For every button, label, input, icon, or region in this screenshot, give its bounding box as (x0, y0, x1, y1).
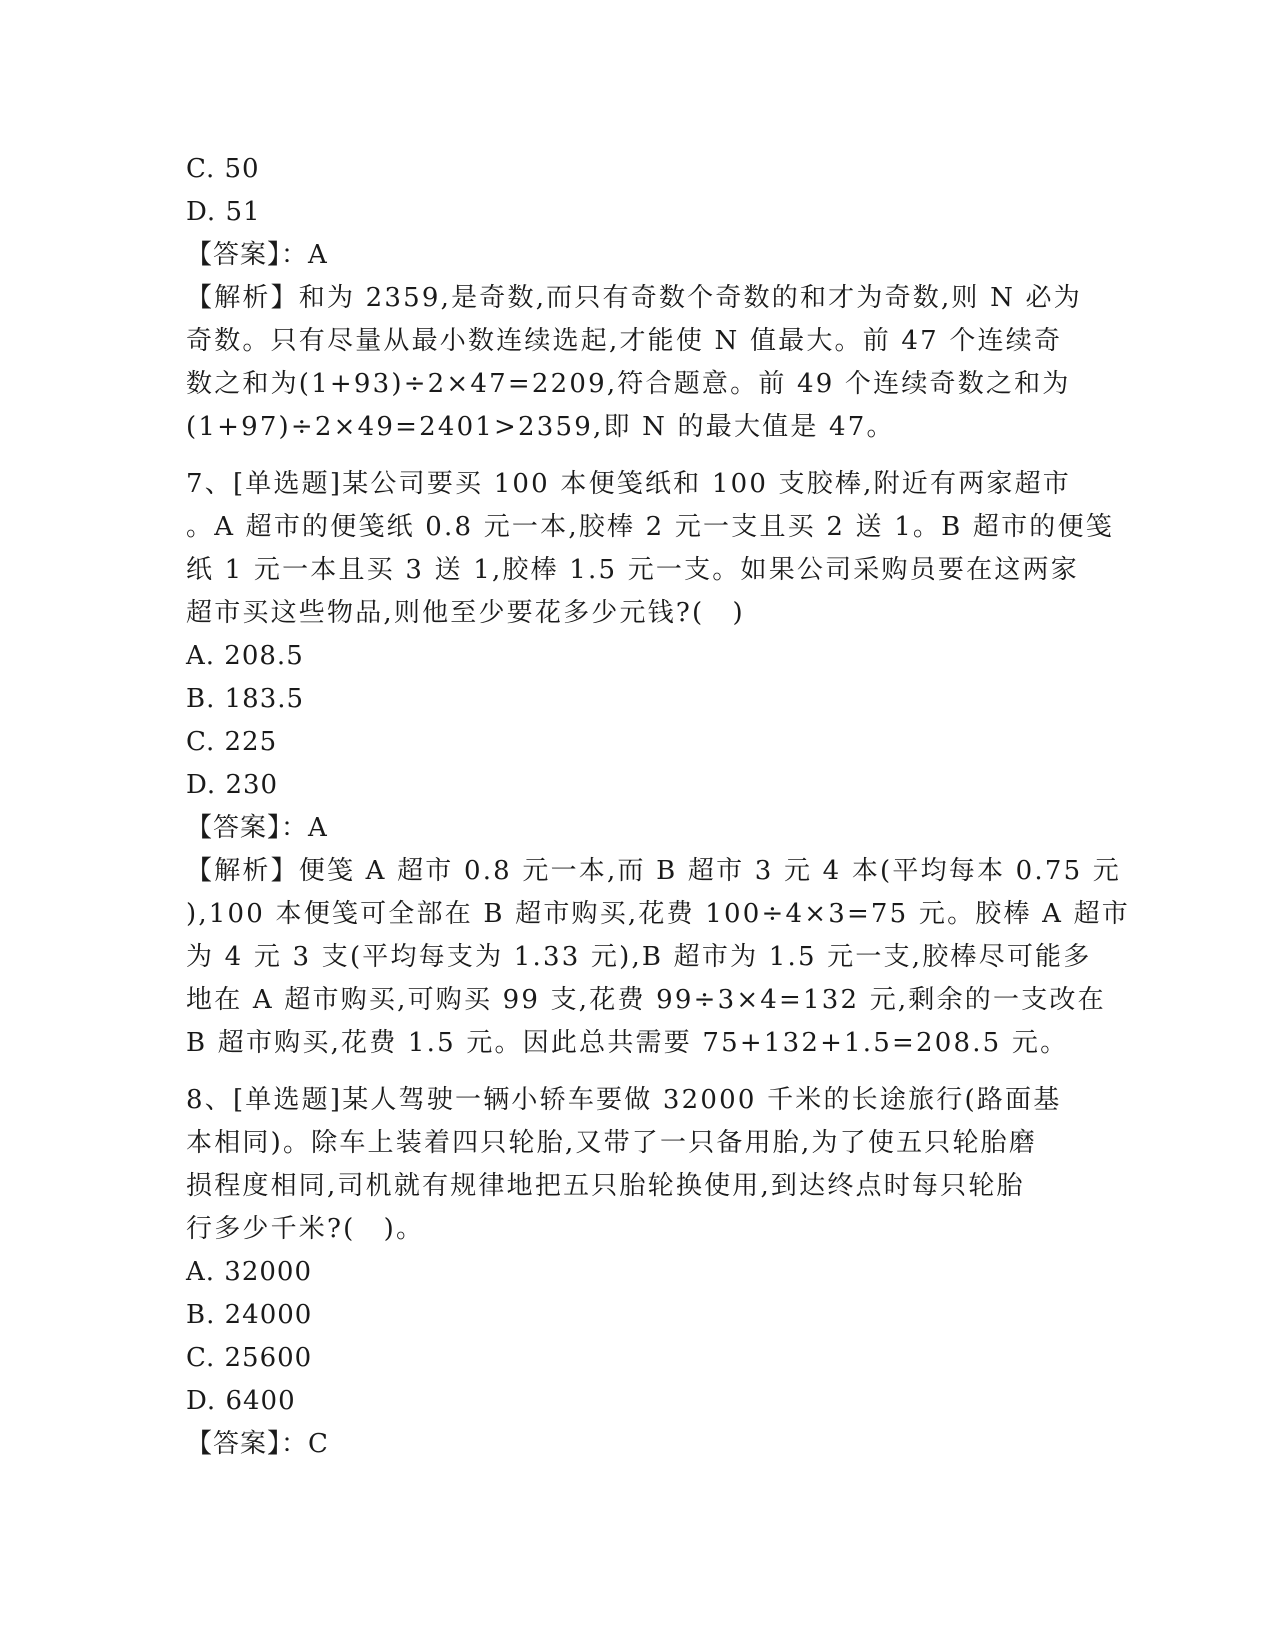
analysis-line: 数之和为(1+93)÷2×47=2209,符合题意。前 49 个连续奇数之和为 (186, 369, 1071, 399)
question-text (186, 1079, 1086, 1251)
analysis (186, 850, 1130, 1065)
analysis (186, 277, 1086, 449)
answer: 【答案】：A (186, 813, 328, 843)
option-c: C. 25600 (186, 1343, 313, 1373)
option-d: D. 230 (186, 770, 279, 800)
option-d: D. 51 (186, 197, 261, 227)
analysis-line: 【解析】便笺 A 超市 0.8 元一本,而 B 超市 3 元 4 本(平均每本 0.75 元 (186, 856, 1121, 886)
question-line: 。A 超市的便笺纸 0.8 元一本,胶棒 2 元一支且买 2 送 1。B 超市的便笺 (186, 512, 1114, 542)
option-a: A. 32000 (186, 1257, 313, 1287)
question-7 (186, 463, 1130, 1065)
analysis-line: B 超市购买,花费 1.5 元。因此总共需要 75+132+1.5=208.5 元。 (186, 1028, 1069, 1058)
analysis-line: (1+97)÷2×49=2401>2359,即 N 的最大值是 47。 (186, 412, 895, 442)
answer: 【答案】：A (186, 240, 328, 270)
question-line: 行多少千米?( )。 (186, 1214, 425, 1244)
analysis-line: 为 4 元 3 支(平均每支为 1.33 元),B 超市为 1.5 元一支,胶棒尽可能多 (186, 942, 1092, 972)
option-b: B. 183.5 (186, 684, 305, 714)
question-line: 8、[单选题]某人驾驶一辆小轿车要做 32000 千米的长途旅行(路面基 (186, 1085, 1062, 1115)
question-8 (186, 1079, 1086, 1466)
question-text (186, 463, 1114, 635)
option-d: D. 6400 (186, 1386, 296, 1416)
question-line: 本相同)。除车上装着四只轮胎,又带了一只备用胎,为了使五只轮胎磨 (186, 1128, 1038, 1158)
question-6 (186, 148, 1086, 449)
analysis-line: ),100 本便笺可全部在 B 超市购买,花费 100÷4×3=75 元。胶棒 A 超市 (186, 899, 1130, 929)
question-line: 7、[单选题]某公司要买 100 本便笺纸和 100 支胶棒,附近有两家超市 (186, 469, 1072, 499)
question-line: 损程度相同,司机就有规律地把五只胎轮换使用,到达终点时每只轮胎 (186, 1171, 1025, 1201)
analysis-line: 奇数。只有尽量从最小数连续选起,才能使 N 值最大。前 47 个连续奇 (186, 326, 1063, 356)
option-b: B. 24000 (186, 1300, 313, 1330)
answer: 【答案】：C (186, 1429, 329, 1459)
analysis-line: 地在 A 超市购买,可购买 99 支,花费 99÷3×4=132 元,剩余的一支改在 (186, 985, 1106, 1015)
question-line: 超市买这些物品,则他至少要花多少元钱?( ) (186, 598, 745, 628)
option-c: C. 225 (186, 727, 278, 757)
document-page (186, 148, 1130, 1466)
option-c: C. 50 (186, 154, 260, 184)
analysis-line: 【解析】和为 2359,是奇数,而只有奇数个奇数的和才为奇数,则 N 必为 (186, 283, 1082, 313)
question-line: 纸 1 元一本且买 3 送 1,胶棒 1.5 元一支。如果公司采购员要在这两家 (186, 555, 1079, 585)
option-a: A. 208.5 (186, 641, 304, 671)
